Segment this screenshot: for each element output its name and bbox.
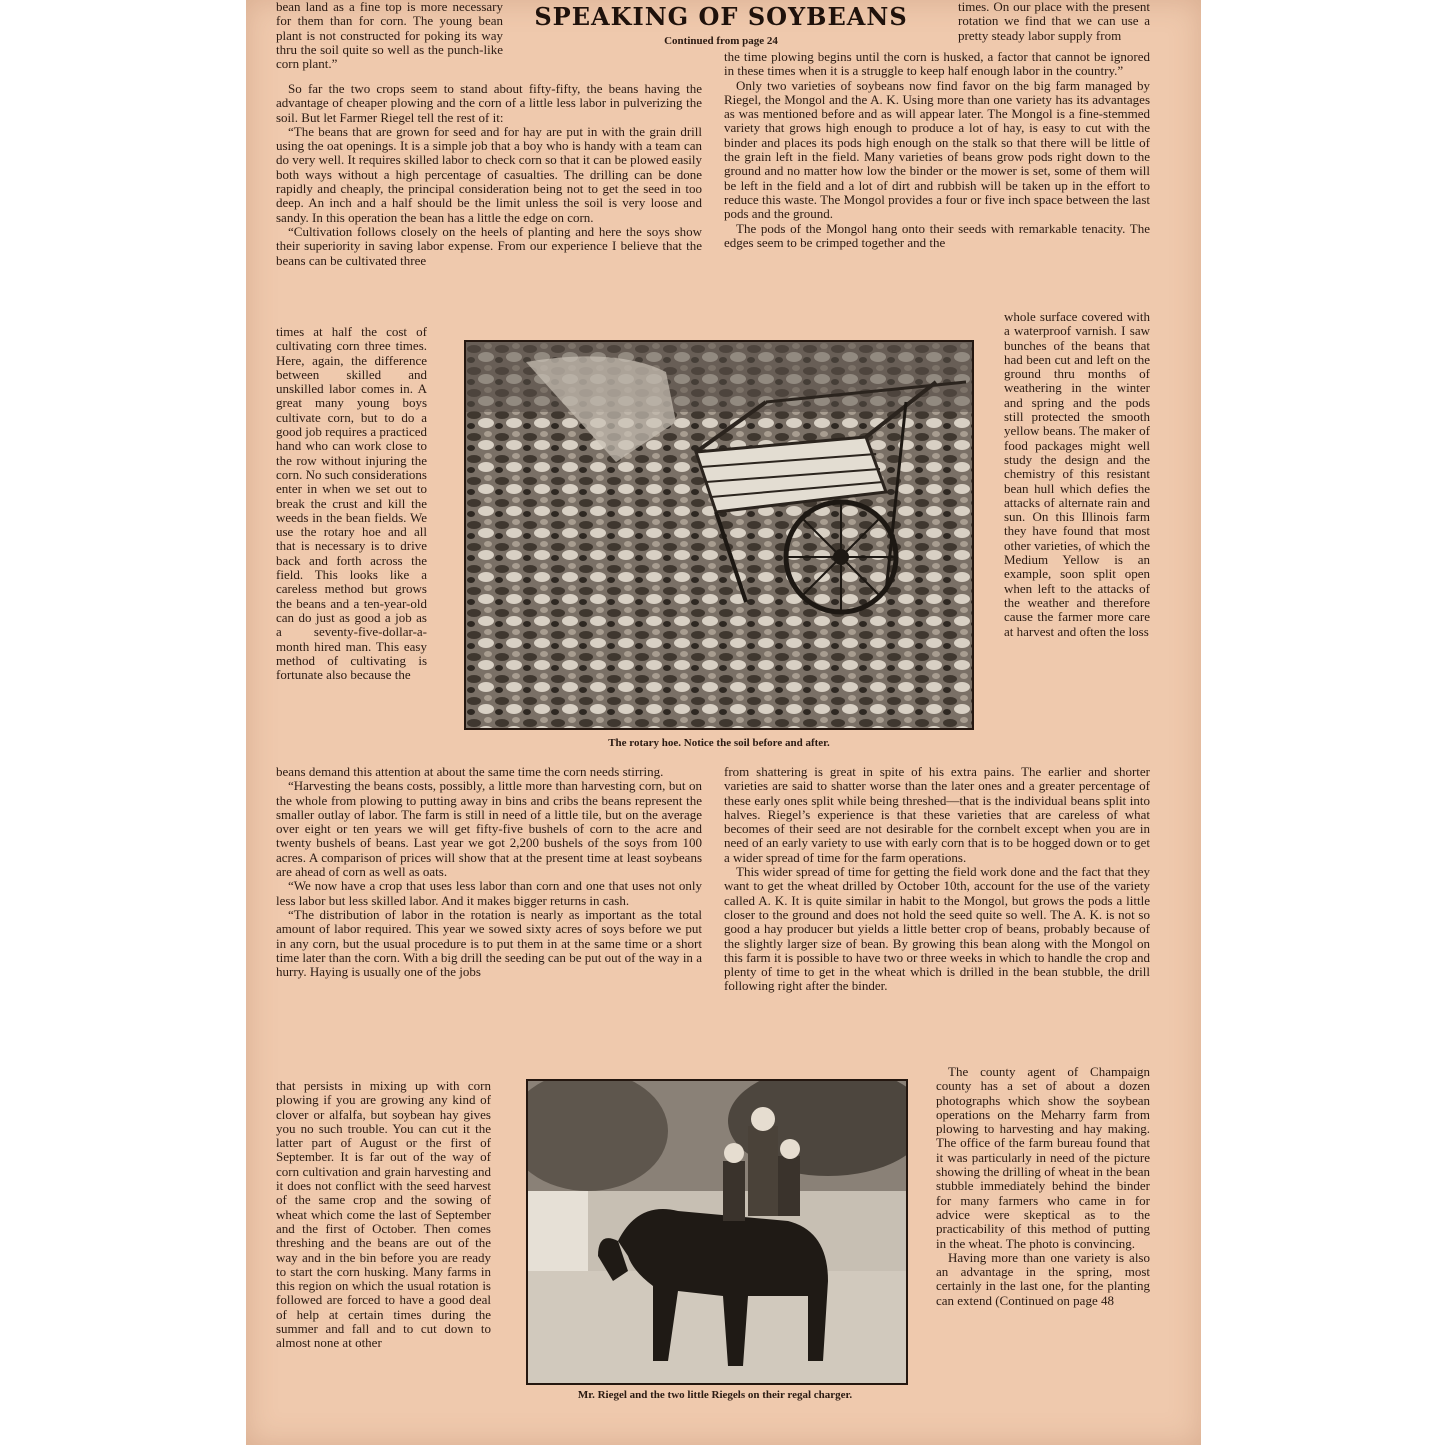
horse-riders-photo-image	[528, 1081, 906, 1383]
horse-riders-photo	[526, 1079, 908, 1385]
rotary-hoe-photo	[464, 340, 974, 730]
paragraph: the time plowing begins until the corn is husked, a factor that cannot be ignored in these times when it is a struggle to keep half enough labor in the country.”	[724, 50, 1150, 79]
paragraph: The county agent of Champaign county has a set of about a dozen photographs which show the soybean operations on the Meharry farm from plowing to harvesting and hay making. The office of the farm bureau found that it was particularly in need of the picture showing the drilling of wheat in the bean stubble immediately behind the binder for many farmers who came in for advice were skeptical as to the practicability of this method of putting in the wheat. The photo is convincing.	[936, 1065, 1150, 1251]
paragraph: The pods of the Mongol hang onto their seeds with remarkable tenacity. The edges seem to be crimped together and the	[724, 220, 1150, 250]
paragraph: that persists in mixing up with corn plowing if you are growing any kind of clover or alfalfa, but soybean hay gives you no such trouble. You can cut it the latter part of August or the first of September. It is far out of the way of corn cultivation and grain harvesting and it does not conflict with the seed harvest of the same crop and the sowing of wheat which come the last of September and the first of October. Then comes threshing and the beans are out of the way and in the bin before you are ready to start the corn husking. Many farms in this region on which the usual rotation is followed are forced to have a good deal of help at certain times during the summer and fall and to cut down to almost none at other	[276, 1079, 491, 1351]
paragraph: times. On our place with the present rotation we find that we can use a pretty steady labor supply from	[958, 0, 1150, 43]
rotary-hoe-caption: The rotary hoe. Notice the soil before and after.	[608, 737, 830, 749]
left-column-lower	[276, 765, 702, 1077]
article-title: SPEAKING OF SOYBEANS	[534, 2, 908, 31]
paragraph: This wider spread of time for getting the field work done and the fact that they want to get the wheat drilled by October 10th, account for the use of the variety called A. K. It is quite similar in habit to the Mongol, but grows the pods a little closer to the ground and does not hold the seed quite so well. The A. K. is not so good a hay producer but yields a little better crop of beans, probably because of the slightly larger size of bean. By growing this bean along with the Mongol on this farm it is possible to have two or three weeks in which to handle the crop and plenty of time to get in the wheat which is drilled in the bean stubble, the drill following right after the binder.	[724, 864, 1150, 994]
magazine-page	[246, 0, 1201, 1445]
paragraph: from shattering is great in spite of his extra pains. The earlier and shorter varieties are said to shatter worse than the later ones and a greater percentage of these early ones split while being threshed—that is the individual beans split into halves. Riegel’s experience is that these varieties that are careless of what becomes of their seed are not desirable for the cornbelt except when you are in need of an early variety to use with early corn that is to be hogged down or to get a wider spread of time for the farm operations.	[724, 765, 1150, 865]
paragraph: bean land as a fine top is more necessary for them than for corn. The young bean plant is not constructed for poking its way thru the soil quite so well as the punch-like corn plant.”	[276, 0, 503, 72]
paragraph: “Cultivation follows closely on the heels of planting and here the soys show their superiority in saving labor expense. From our experience I believe that the beans can be cultivated three	[276, 223, 702, 268]
right-column-upper	[724, 50, 1150, 310]
left-bottom-column	[276, 1079, 491, 1381]
left-narrow-column	[276, 325, 427, 765]
paragraph: “The beans that are grown for seed and for hay are put in with the grain drill using the oat openings. It is a simple job that a boy who is handy with a team can do very well. It requires skilled labor to check corn so that it can be plowed easily both ways without a high percentage of casualties. The drilling can be done rapidly and cheaply, the principal consideration being not to get the seed in too deep. An inch and a half should be the limit unless the soil is very loose and sandy. In this operation the bean has a little the edge on corn.	[276, 123, 702, 225]
right-column-middle	[724, 765, 1150, 1065]
paragraph: “Harvesting the beans costs, possibly, a little more than harvesting corn, but on the whole from plowing to putting away in bins and cribs the beans represent the smaller outlay of labor. The farm is still in need of a little tile, but on the average over eight or ten years we will get fifty-five bushels of corn to the acre and twenty bushels of beans. Last year we got 2,200 bushels of the soys from 100 acres. A comparison of prices will show that at the present time at least soybeans are ahead of corn as well as oats.	[276, 778, 702, 880]
horse-riders-caption: Mr. Riegel and the two little Riegels on their regal charger.	[577, 1389, 853, 1401]
paragraph: whole surface covered with a waterproof varnish. I saw bunches of the beans that had been cut and left on the ground thru months of weathering in the winter and spring and the pods still protected the smooth yellow beans. The maker of food packages might well study the design and the chemistry of this resistant bean hull which defies the attacks of alternate rain and sun. On this Illinois farm they have found that most other varieties, of which the Medium Yellow is an example, soon split open when left to the attacks of the weather and therefore cause the farmer more care at harvest and often the loss	[1004, 310, 1150, 639]
top-left-column	[276, 0, 503, 82]
right-bottom-column	[936, 1065, 1150, 1400]
paragraph: Having more than one variety is also an advantage in the spring, most certainly in the last one, for the planting can extend (Continued on page 48	[936, 1249, 1150, 1308]
paragraph: Only two varieties of soybeans now find favor on the big farm managed by Riegel, the Mongol and the A. K. Using more than one variety has its advantages as was mentioned before and as will appear later. The Mongol is a fine-stemmed variety that grows high enough to produce a lot of hay, is easy to cut with the binder and places its pods high enough on the stalk so that there will be little of the grain left in the field. Many varieties of beans grow pods right down to the ground and no matter how low the binder or the mower is set, some of them will be left in the field and a lot of dirt and rubbish will be taken up in the effort to reduce this waste. The Mongol provides a four or five inch space between the last pods and the ground.	[724, 77, 1150, 222]
top-right-column	[958, 0, 1150, 50]
left-column-upper	[276, 82, 702, 314]
paragraph: “The distribution of labor in the rotation is nearly as important as the total amount of labor required. This year we sowed sixty acres of soys before we put in any corn, but the usual procedure is to put them in at the same time or a short time later than the corn. With a big drill the seeding can be put out of the way in a hurry. Haying is usually one of the jobs	[276, 906, 702, 980]
paragraph: times at half the cost of cultivating corn three times. Here, again, the difference between skilled and unskilled labor comes in. A great many young boys cultivate corn, but to do a good job requires a practiced hand who can work close to the row without injuring the corn. No such considerations enter in when we set out to break the crust and kill the weeds in the bean fields. We use the rotary hoe and all that is necessary is to drive back and forth across the field. This looks like a careless method but grows the beans and a ten-year-old can do just as good a job as a seventy-five-dollar-a-month hired man. This easy method of cultivating is fortunate also because the	[276, 325, 427, 683]
paragraph: beans demand this attention at about the same time the corn needs stirring.	[276, 765, 664, 779]
paragraph: So far the two crops seem to stand about fifty-fifty, the beans having the advantage of cheaper plowing and the corn of a little less labor in pulverizing the soil. But let Farmer Riegel tell the rest of it:	[276, 82, 702, 125]
right-narrow-column	[1004, 310, 1150, 765]
rotary-hoe-photo-image	[466, 342, 972, 728]
continued-from-note: Continued from page 24	[664, 35, 778, 47]
paragraph: “We now have a crop that uses less labor than corn and one that uses not only less labor but less skilled labor. And it makes bigger returns in cash.	[276, 878, 702, 908]
